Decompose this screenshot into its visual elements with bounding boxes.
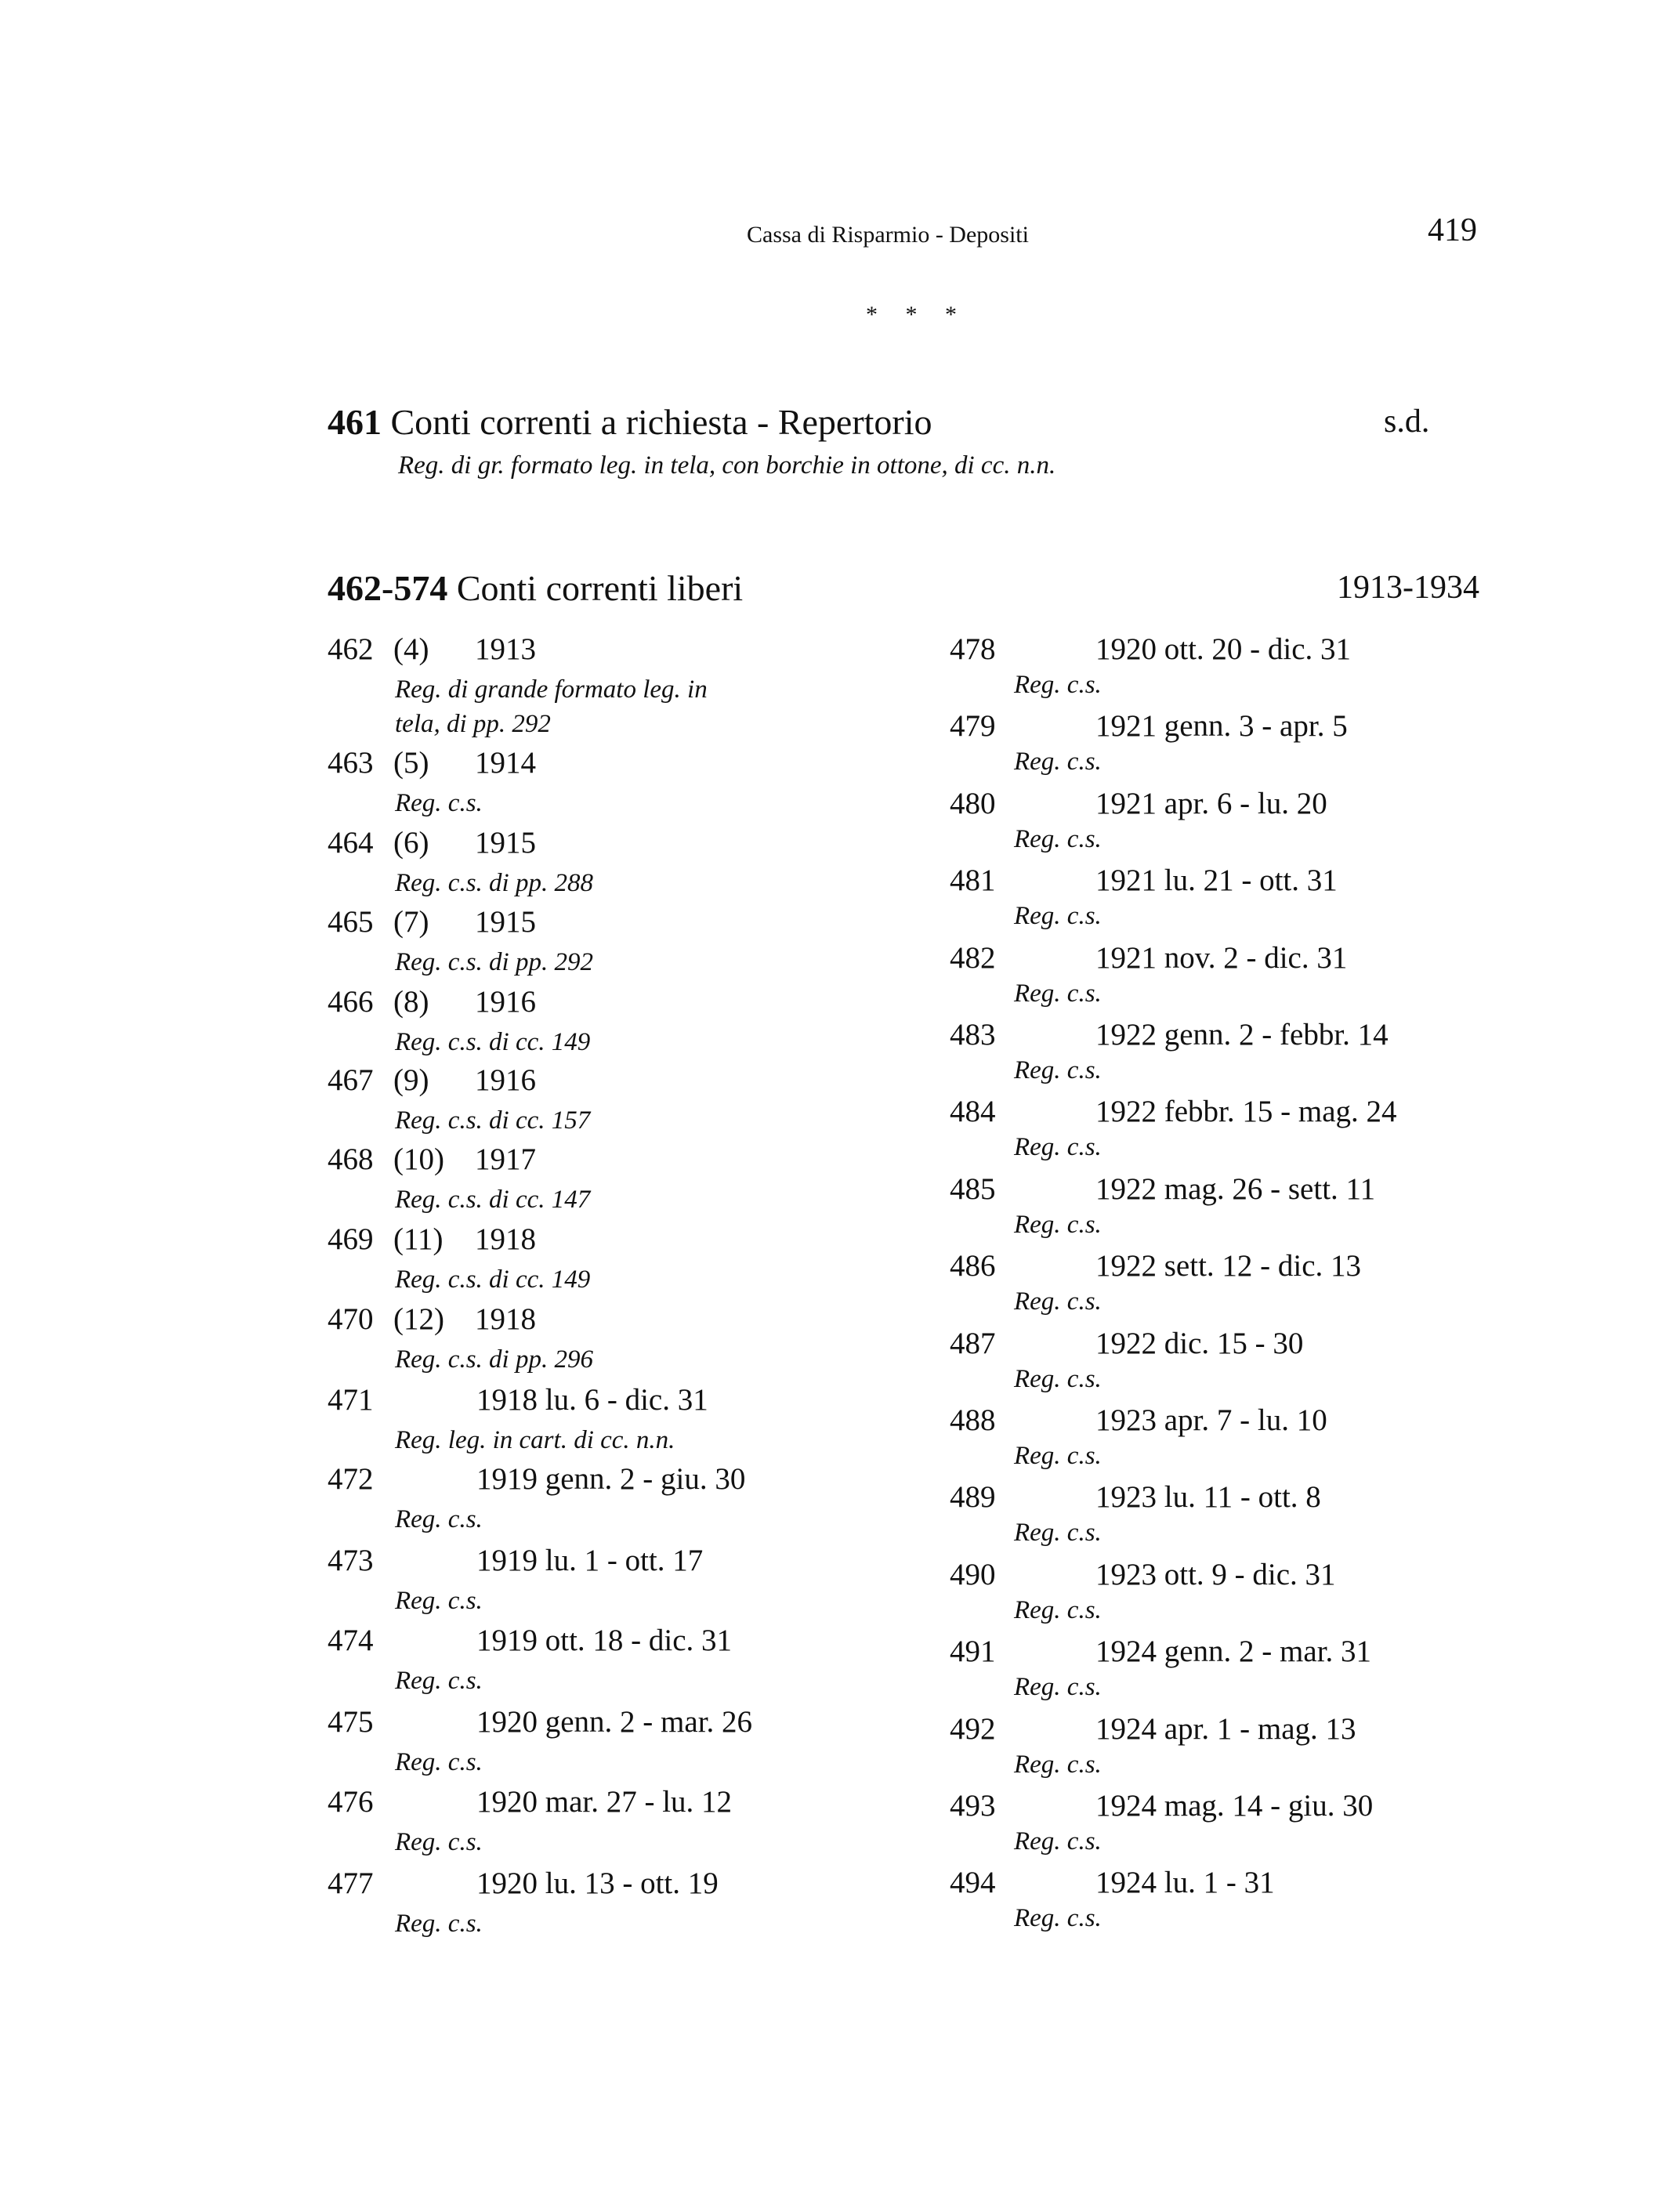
item-old-number: (11) [393,1222,444,1256]
item-number: 478 [950,632,996,666]
item-date: 1915 [475,905,536,939]
item-description: Reg. c.s. [1014,1750,1102,1779]
item-date: 1920 genn. 2 - mar. 26 [476,1705,753,1739]
item-date: 1913 [475,632,536,666]
item-date: 1914 [475,746,536,780]
item-date: 1919 lu. 1 - ott. 17 [476,1544,704,1577]
item-description: Reg. c.s. [395,1587,483,1615]
item-description: Reg. c.s. di cc. 149 [395,1265,591,1294]
item-description: Reg. c.s. di pp. 292 [395,948,593,976]
item-date: 1918 lu. 6 - dic. 31 [476,1383,708,1417]
item-description: Reg. c.s. [1014,824,1102,853]
item-description: Reg. c.s. [395,1910,483,1938]
item-number: 484 [950,1095,996,1129]
item-number: 469 [328,1222,374,1256]
item-number: 475 [328,1705,374,1739]
item-date: 1922 sett. 12 - dic. 13 [1095,1249,1362,1283]
item-description: Reg. c.s. di cc. 147 [395,1186,591,1214]
series-heading [328,567,743,609]
series-number: 462-574 [328,568,448,608]
item-description: Reg. di grande formato leg. in [395,675,708,704]
item-description: Reg. c.s. [395,789,483,817]
item-date: 1923 apr. 7 - lu. 10 [1095,1403,1327,1437]
item-number: 483 [950,1018,996,1052]
item-number: 476 [328,1785,374,1819]
item-date: 1921 lu. 21 - ott. 31 [1095,863,1338,898]
item-number: 492 [950,1711,996,1746]
item-description: Reg. c.s. di pp. 288 [395,869,593,897]
item-description: tela, di pp. 292 [395,710,551,738]
item-date: 1924 apr. 1 - mag. 13 [1095,1711,1356,1746]
item-date: 1922 genn. 2 - febbr. 14 [1095,1018,1389,1052]
item-date: 1918 [475,1222,536,1256]
section-separator: * * * [866,302,968,328]
item-date: 1923 lu. 11 - ott. 8 [1095,1480,1321,1515]
item-number: 468 [328,1142,374,1176]
item-date: 1916 [475,1063,536,1097]
item-old-number: (7) [393,905,429,939]
item-number: 482 [950,940,996,975]
item-date: 1924 lu. 1 - 31 [1095,1866,1275,1900]
item-number: 463 [328,746,374,780]
item-description: Reg. c.s. [1014,1595,1102,1624]
item-number: 474 [328,1624,374,1657]
item-date: 1919 genn. 2 - giu. 30 [476,1462,746,1496]
item-old-number: (9) [393,1063,429,1097]
item-description: Reg. c.s. [395,1828,483,1856]
item-description: Reg. leg. in cart. di cc. n.n. [395,1426,675,1454]
item-description: Reg. c.s. [1014,1904,1102,1933]
item-number: 481 [950,863,996,898]
item-number: 494 [950,1866,996,1900]
item-number: 485 [950,1171,996,1206]
item-date: 1920 ott. 20 - dic. 31 [1095,632,1352,666]
item-description: Reg. c.s. [1014,979,1102,1008]
item-description: Reg. c.s. [1014,1287,1102,1316]
item-date: 1915 [475,826,536,860]
item-number: 493 [950,1789,996,1823]
item-description: Reg. c.s. [1014,671,1102,699]
item-description: Reg. c.s. [1014,748,1102,777]
item-old-number: (6) [393,826,429,860]
item-old-number: (4) [393,632,429,666]
item-number: 462 [328,632,374,666]
item-number: 477 [328,1866,374,1900]
item-description: Reg. c.s. [1014,1056,1102,1084]
item-date: 1924 mag. 14 - giu. 30 [1095,1789,1374,1823]
item-number: 488 [950,1403,996,1437]
item-date: 1921 nov. 2 - dic. 31 [1095,940,1348,975]
item-date: 1922 dic. 15 - 30 [1095,1326,1304,1360]
item-description: Reg. c.s. [395,1505,483,1533]
item-description: Reg. c.s. [395,1748,483,1776]
item-date: 1922 mag. 26 - sett. 11 [1095,1171,1376,1206]
item-description: Reg. c.s. [395,1667,483,1695]
entry-461-description: Reg. di gr. formato leg. in tela, con borchie in ottone, di cc. n.n. [398,451,1056,480]
item-description: Reg. c.s. di cc. 157 [395,1106,591,1135]
item-number: 470 [328,1302,374,1336]
item-number: 479 [950,709,996,744]
item-old-number: (8) [393,985,429,1019]
item-date: 1920 lu. 13 - ott. 19 [476,1866,719,1900]
item-date: 1924 genn. 2 - mar. 31 [1095,1635,1372,1669]
item-number: 486 [950,1249,996,1283]
item-description: Reg. c.s. [1014,1364,1102,1393]
item-old-number: (12) [393,1302,444,1336]
item-old-number: (10) [393,1142,444,1176]
entry-461-number: 461 [328,402,382,442]
item-description: Reg. c.s. [1014,902,1102,931]
item-number: 490 [950,1557,996,1591]
entry-461-date: s.d. [1384,404,1430,440]
entry-461-title: Conti correnti a richiesta - Repertorio [390,402,932,442]
series-title: Conti correnti liberi [456,568,744,608]
item-number: 487 [950,1326,996,1360]
item-date: 1922 febbr. 15 - mag. 24 [1095,1095,1397,1129]
item-number: 466 [328,985,374,1019]
item-description: Reg. c.s. [1014,1673,1102,1702]
item-description: Reg. c.s. [1014,1210,1102,1239]
item-number: 471 [328,1383,374,1417]
item-description: Reg. c.s. [1014,1519,1102,1548]
item-description: Reg. c.s. di cc. 149 [395,1028,591,1056]
item-number: 467 [328,1063,374,1097]
item-description: Reg. c.s. [1014,1133,1102,1162]
item-date: 1923 ott. 9 - dic. 31 [1095,1557,1336,1591]
entry-461-heading [328,401,932,443]
item-old-number: (5) [393,746,429,780]
item-description: Reg. c.s. [1014,1442,1102,1470]
item-date: 1916 [475,985,536,1019]
item-number: 491 [950,1635,996,1669]
item-date: 1917 [475,1142,536,1176]
page-number: 419 [1428,212,1477,248]
item-number: 464 [328,826,374,860]
item-date: 1920 mar. 27 - lu. 12 [476,1785,733,1819]
item-description: Reg. c.s. di pp. 296 [395,1345,593,1374]
running-head: Cassa di Risparmio - Depositi [747,222,1029,248]
item-number: 472 [328,1462,374,1496]
series-date-range: 1913-1934 [1337,570,1479,606]
item-number: 489 [950,1480,996,1515]
item-date: 1921 genn. 3 - apr. 5 [1095,709,1348,744]
item-number: 473 [328,1544,374,1577]
item-date: 1918 [475,1302,536,1336]
item-number: 480 [950,786,996,820]
item-number: 465 [328,905,374,939]
item-date: 1921 apr. 6 - lu. 20 [1095,786,1327,820]
item-date: 1919 ott. 18 - dic. 31 [476,1624,733,1657]
item-description: Reg. c.s. [1014,1827,1102,1855]
